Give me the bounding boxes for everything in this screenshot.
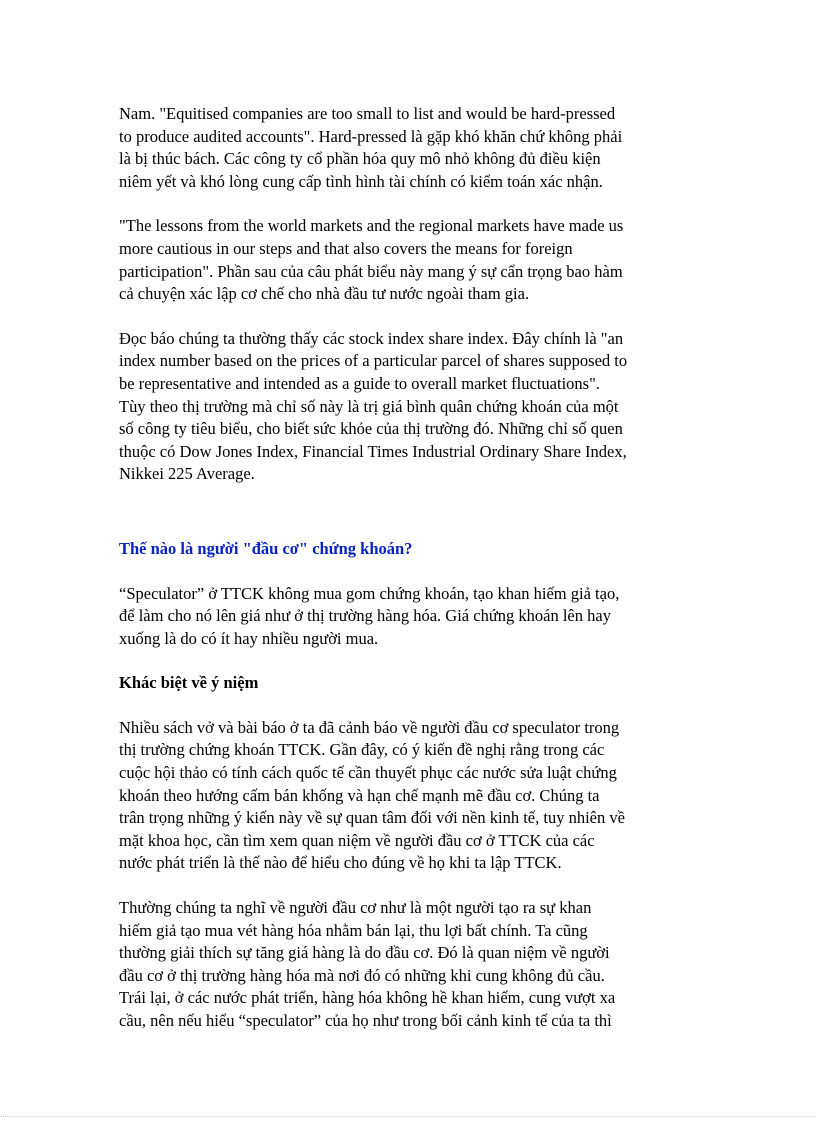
text-line: là bị thúc bách. Các công ty cổ phần hóa quy mô nhỏ không đủ điều kiện xyxy=(119,149,601,169)
text-line: hiếm giả tạo mua vét hàng hóa nhằm bán lại, thu lợi bất chính. Ta cũng xyxy=(119,920,588,940)
text-line: niêm yết và khó lòng cung cấp tình hình tài chính có kiểm toán xác nhận. xyxy=(119,171,603,191)
text-line: đầu cơ ở thị trường hàng hóa mà nơi đó có những khi cung không đủ cầu. xyxy=(119,965,605,985)
page-bottom-border xyxy=(0,1116,816,1117)
text-line: Tùy theo thị trường mà chỉ số này là trị giá bình quân chứng khoán của một xyxy=(119,396,619,416)
text-line: more cautious in our steps and that also covers the means for foreign xyxy=(119,238,573,258)
section-heading: Thế nào là người "đầu cơ" chứng khoán? xyxy=(119,538,413,558)
text-line: Trái lại, ở các nước phát triển, hàng hóa không hề khan hiếm, cung vượt xa xyxy=(119,988,616,1008)
text-line: thị trường chứng khoán TTCK. Gần đây, có ý kiến đề nghị rằng trong các xyxy=(119,740,605,760)
text-line: xuống là do có ít hay nhiều người mua. xyxy=(119,628,379,648)
paragraph-stock-index xyxy=(119,328,705,486)
text-line: index number based on the prices of a particular parcel of shares supposed to xyxy=(119,351,628,371)
text-line: Đọc báo chúng ta thường thấy các stock index share index. Đây chính là "an xyxy=(119,328,624,348)
text-line: trân trọng những ý kiến này về sự quan tâm đối với nền kinh tế, tuy nhiên về xyxy=(119,808,625,828)
text-line: be representative and intended as a guide to overall market fluctuations". xyxy=(119,373,600,393)
text-line: to produce audited accounts". Hard-pressed là gặp khó khăn chứ không phải xyxy=(119,126,623,146)
text-line: participation". Phần sau của câu phát biểu này mang ý sự cẩn trọng bao hàm xyxy=(119,261,623,281)
text-line: cầu, nên nếu hiểu “speculator” của họ như trong bối cảnh kinh tế của ta thì xyxy=(119,1011,612,1030)
paragraph-equitised xyxy=(119,103,705,193)
text-line: "The lessons from the world markets and the regional markets have made us xyxy=(119,216,624,236)
text-line: “Speculator” ở TTCK không mua gom chứng khoán, tạo khan hiếm giả tạo, xyxy=(119,583,620,603)
paragraph-lessons xyxy=(119,215,705,305)
subsection-heading: Khác biệt về ý niệm xyxy=(119,673,259,693)
text-line: Nhiều sách vở và bài báo ở ta đã cảnh báo về người đầu cơ speculator trong xyxy=(119,717,620,737)
text-line: cả chuyện xác lập cơ chế cho nhà đầu tư nước ngoài tham gia. xyxy=(119,284,530,304)
text-line: thuộc có Dow Jones Index, Financial Times Industrial Ordinary Share Index, xyxy=(119,441,627,461)
paragraph-warnings xyxy=(119,717,705,875)
text-line: để làm cho nó lên giá như ở thị trường hàng hóa. Giá chứng khoán lên hay xyxy=(119,606,611,626)
text-line: Thường chúng ta nghĩ về người đầu cơ như là một người tạo ra sự khan xyxy=(119,898,592,918)
text-line: Nikkei 225 Average. xyxy=(119,464,255,484)
text-line: cuộc hội thảo có tính cách quốc tế cần thuyết phục các nước sửa luật chứng xyxy=(119,763,617,783)
text-line: khoán theo hướng cấm bán khống và hạn chế mạnh mẽ đầu cơ. Chúng ta xyxy=(119,785,600,805)
document-page xyxy=(119,103,705,1055)
paragraph-speculator xyxy=(119,583,705,651)
text-line: số công ty tiêu biểu, cho biết sức khỏe của thị trường đó. Những chỉ số quen xyxy=(119,419,623,439)
text-line: Nam. "Equitised companies are too small to list and would be hard-pressed xyxy=(119,104,616,123)
text-line: mặt khoa học, cần tìm xem quan niệm về người đầu cơ ở TTCK của các xyxy=(119,830,595,850)
paragraph-concept xyxy=(119,897,705,1033)
text-line: nước phát triển là thế nào để hiểu cho đúng về họ khi ta lập TTCK. xyxy=(119,853,562,873)
text-line: thường giải thích sự tăng giá hàng là do đầu cơ. Đó là quan niệm về người xyxy=(119,943,610,963)
